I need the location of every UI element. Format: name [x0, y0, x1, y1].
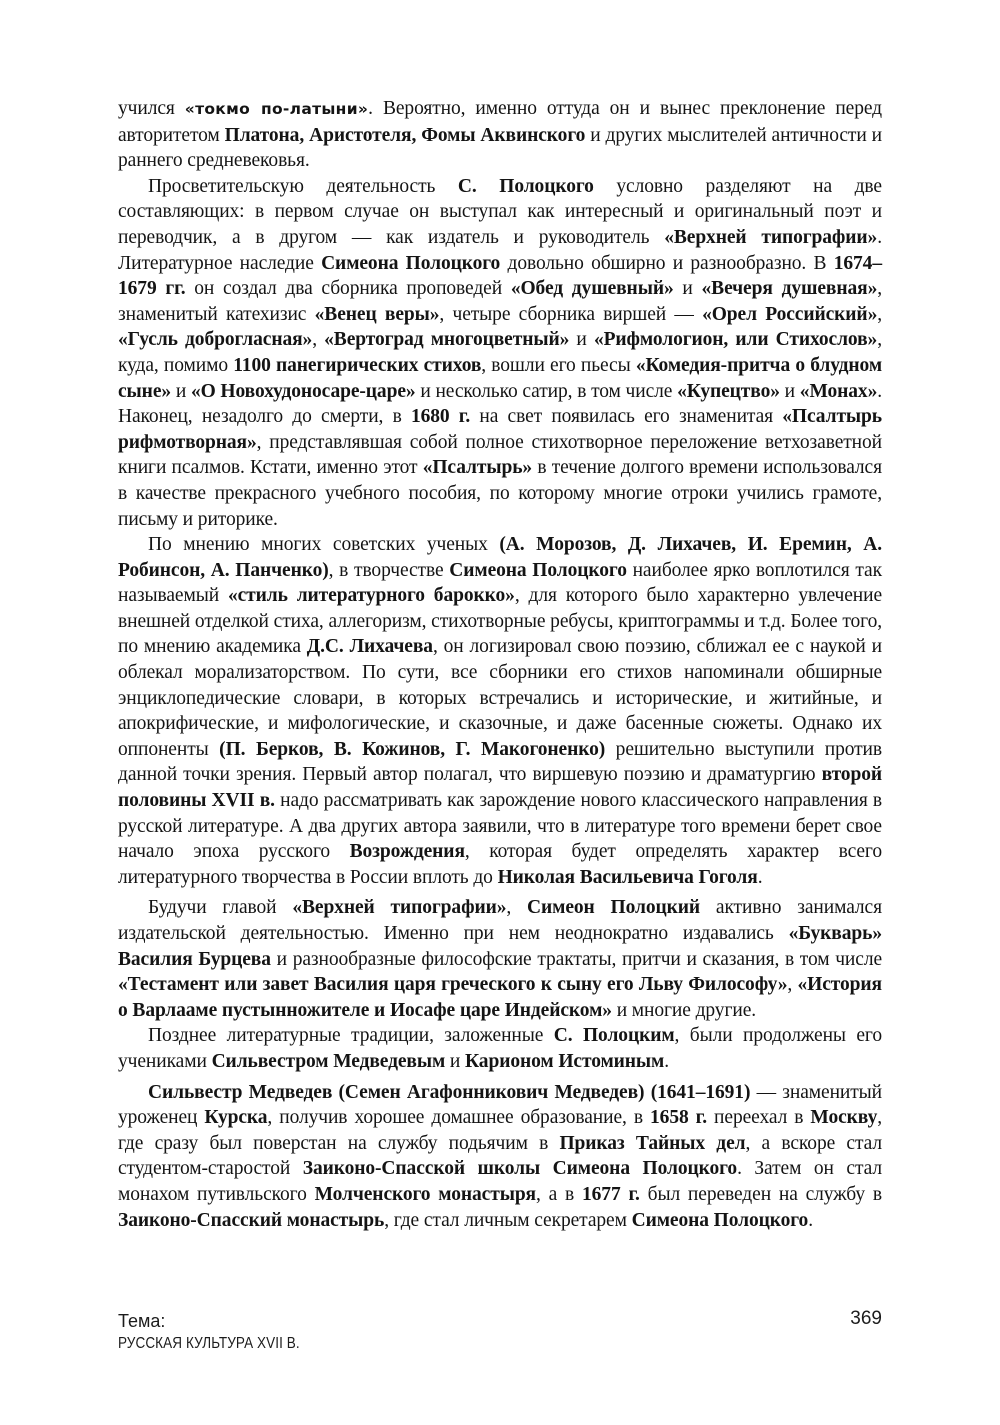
bold-text: Москву	[810, 1107, 878, 1129]
bold-text: Симеона Полоцкого	[321, 252, 501, 274]
bold-text: «Рифмологион, или Стихослов»	[593, 329, 878, 351]
bold-text: «Псалтырь рифмотворная»	[118, 406, 882, 453]
bold-text: «История о Варлааме пустынножителе и Иосафе царе Индейском»	[118, 974, 882, 1021]
text-run: , вошли его пьесы	[481, 354, 636, 376]
text-run: и	[445, 1050, 466, 1072]
paragraph	[118, 96, 882, 174]
topic-label: Тема:	[118, 1311, 166, 1331]
text-run: и несколько сатир, в том числе	[415, 380, 678, 402]
text-run: .	[808, 1209, 813, 1231]
bold-text: «Букварь» Василия Бурцева	[118, 923, 882, 970]
text-run: Позднее литературные традиции, заложенные	[148, 1025, 554, 1047]
text-run: , куда, помимо	[118, 329, 882, 376]
bold-text: 1658 г.	[650, 1107, 707, 1129]
text-run: ,	[877, 303, 883, 325]
body-text	[118, 96, 882, 1233]
paragraph	[118, 532, 882, 890]
text-run: ,	[506, 897, 528, 919]
bold-text: «Вертоград многоцветный»	[324, 329, 570, 351]
text-run: , которая будет определять характер всего литературного творчества в России вплоть до	[118, 841, 882, 888]
bold-text: Приказ Тайных дел	[559, 1132, 746, 1154]
bold-text: «Вечеря душевная»	[701, 278, 878, 300]
bold-text: Заиконо-Спасской школы Симеона Полоцкого	[302, 1158, 738, 1180]
topic-title: РУССКАЯ КУЛЬТУРА XVII В.	[118, 1334, 300, 1352]
text-run: ,	[312, 329, 325, 351]
bold-text: Карионом Истоминым	[465, 1050, 665, 1072]
text-run: , а вскоре стал студентом-старостой	[118, 1132, 882, 1180]
text-run: , он логизировал свою поэзию, сближал ее с наукой и облекал морализаторством. По сути, все сборники его стихов напоминали обширные энциклопедические словари, в которых встречались и исторические, и житийные, и апокрифические, и мифологические, и сказочные, и даже басенные сюжеты. Однако их оппоненты	[118, 636, 883, 760]
bold-text: 1674–1679 гг.	[118, 252, 882, 300]
bold-text: «Верхней типографии»	[664, 226, 878, 248]
text-run: условно разделяют на две составляющих: в первом случае он выступал как интересный и оригинальный поэт и переводчик, а в другом — как издатель и руководитель	[118, 175, 882, 248]
bold-text: 1677 г.	[582, 1183, 640, 1205]
footer-topic	[118, 1310, 300, 1352]
text-run: Будучи главой	[148, 897, 293, 919]
text-run: надо рассматривать как зарождение нового классического направления в русской литературе. А два других автора заявили, что в литературе того времени берет свое начало эпоха русского	[118, 790, 883, 863]
text-run: , в творчестве	[328, 559, 450, 581]
page-number: 369	[850, 1308, 882, 1329]
bold-text: Платона, Аристотеля, Фомы Аквинского	[224, 124, 586, 146]
text-run: , представлявшая собой полное стихотворное переложение ветхозаветной книги псалмов. Кстати, именно этот	[118, 431, 882, 479]
text-run: .	[757, 866, 763, 888]
bold-text: 1100 панегирических стихов	[233, 354, 482, 376]
text-run: активно занимался издательской деятельностью. Именно при нем неоднократно издавались	[118, 897, 882, 944]
text-run: на свет появилась его знаменитая	[470, 406, 783, 428]
bold-text: С. Полоцким	[553, 1025, 675, 1047]
bold-text: «стиль литературного барокко»	[227, 585, 515, 607]
bold-text: Курска	[204, 1107, 268, 1129]
bold-text: (А. Морозов, Д. Лихачев, И. Еремин, А. Робинсон, А. Панченко)	[118, 534, 882, 581]
text-run: , а в	[536, 1183, 582, 1205]
text-run: и разнообразные философские трактаты, притчи и сказания, в том числе	[270, 948, 883, 970]
text-run: ,	[787, 974, 798, 996]
bold-text: 1680 г.	[410, 406, 471, 428]
bold-text: «Псалтырь»	[422, 457, 533, 479]
text-run: решительно выступили против данной точки зрения. Первый автор полагал, что виршевую поэзию и драматургию	[118, 738, 882, 786]
text-run: , знаменитый катехизис	[118, 278, 882, 325]
text-run: , для которого было характерно увлечение внешней отделкой стиха, аллегоризм, стихотворные ребусы, криптограммы и т.д. Более того, по мнению академика	[118, 585, 883, 658]
bold-text: Сильвестр Медведев (Семен Агафонникович Медведев) (1641–1691)	[148, 1081, 751, 1103]
bold-text: «Монах»	[799, 380, 878, 402]
bold-text: Молченского монастыря	[314, 1183, 537, 1205]
bold-text: Заиконо-Спасский монастырь	[118, 1209, 385, 1231]
text-run: и	[673, 278, 702, 300]
bold-text: С. Полоцкого	[457, 175, 594, 197]
text-run: По мнению многих советских ученых	[148, 534, 500, 556]
bold-text: второй половины XVII в.	[118, 764, 882, 812]
bold-text: «О Новохудоносаре-царе»	[190, 380, 416, 402]
text-run: и многие другие.	[611, 999, 757, 1021]
text-run: — знаменитый уроженец	[118, 1081, 882, 1129]
text-run: Просветительскую деятельность	[148, 175, 458, 197]
paragraph	[118, 174, 882, 532]
text-run: наиболее ярко воплотился так называемый	[118, 559, 882, 607]
bold-text: Д.С. Лихачева	[306, 636, 433, 658]
text-run: учился	[118, 98, 185, 119]
text-run: «токмо по-латыни»	[184, 100, 369, 118]
bold-text: Николая Васильевича Гоголя	[497, 866, 758, 888]
text-run: , где стал личным секретарем	[384, 1209, 632, 1231]
bold-text: Возрождения	[349, 841, 465, 863]
text-run: , были продолжены его учениками	[118, 1025, 882, 1072]
text-run: . Затем он стал монахом путивльского	[118, 1158, 882, 1205]
bold-text: (П. Берков, В. Кожинов, Г. Макогоненко)	[219, 738, 606, 760]
bold-text: Сильвестром Медведевым	[211, 1050, 446, 1072]
bold-text: «Венец веры»	[314, 303, 440, 325]
bold-text: «Гусль доброгласная»	[118, 329, 313, 351]
text-run: в течение долгого времени использовался в качестве прекрасного учебного пособия, по которому многие отроки учились грамоте, письму и риторике.	[118, 457, 882, 530]
bold-text: «Купецтво»	[677, 380, 780, 402]
text-run: был переведен на службу в	[639, 1183, 882, 1205]
bold-text: «Тестамент или завет Василия царя греческого к сыну его Льву Философу»	[118, 974, 788, 996]
text-run: .	[664, 1050, 670, 1072]
paragraph	[118, 1023, 882, 1074]
bold-text: Симеон Полоцкий	[527, 897, 701, 919]
bold-text: Симеона Полоцкого	[449, 559, 627, 581]
text-run: довольно обширно и разнообразно. В	[500, 252, 834, 274]
bold-text: «Орел Российский»	[702, 303, 878, 325]
text-run: и других мыслителей античности и раннего средневековья.	[118, 124, 882, 172]
text-run: . Вероятно, именно оттуда он и вынес преклонение перед авторитетом	[118, 98, 883, 146]
bold-text: «Верхней типографии»	[292, 897, 507, 919]
text-run: и	[171, 380, 191, 402]
text-run: переехал в	[707, 1107, 811, 1129]
paragraph	[118, 1080, 882, 1234]
text-run: , четыре сборника виршей —	[439, 303, 703, 325]
text-run: и	[569, 329, 594, 351]
text-run: . Литературное наследие	[118, 226, 882, 274]
bold-text: «Обед душевный»	[510, 278, 674, 300]
text-run: он создал два сборника проповедей	[185, 278, 511, 300]
text-run: и	[779, 380, 800, 402]
paragraph	[118, 895, 882, 1023]
text-run: , где сразу был поверстан на службу подьячим в	[118, 1107, 883, 1154]
bold-text: Симеона Полоцкого	[631, 1209, 809, 1231]
text-run: . Наконец, незадолго до смерти, в	[118, 380, 883, 428]
text-run: , получив хорошее домашнее образование, в	[267, 1107, 651, 1129]
bold-text: «Комедия-притча о блудном сыне»	[118, 354, 882, 402]
